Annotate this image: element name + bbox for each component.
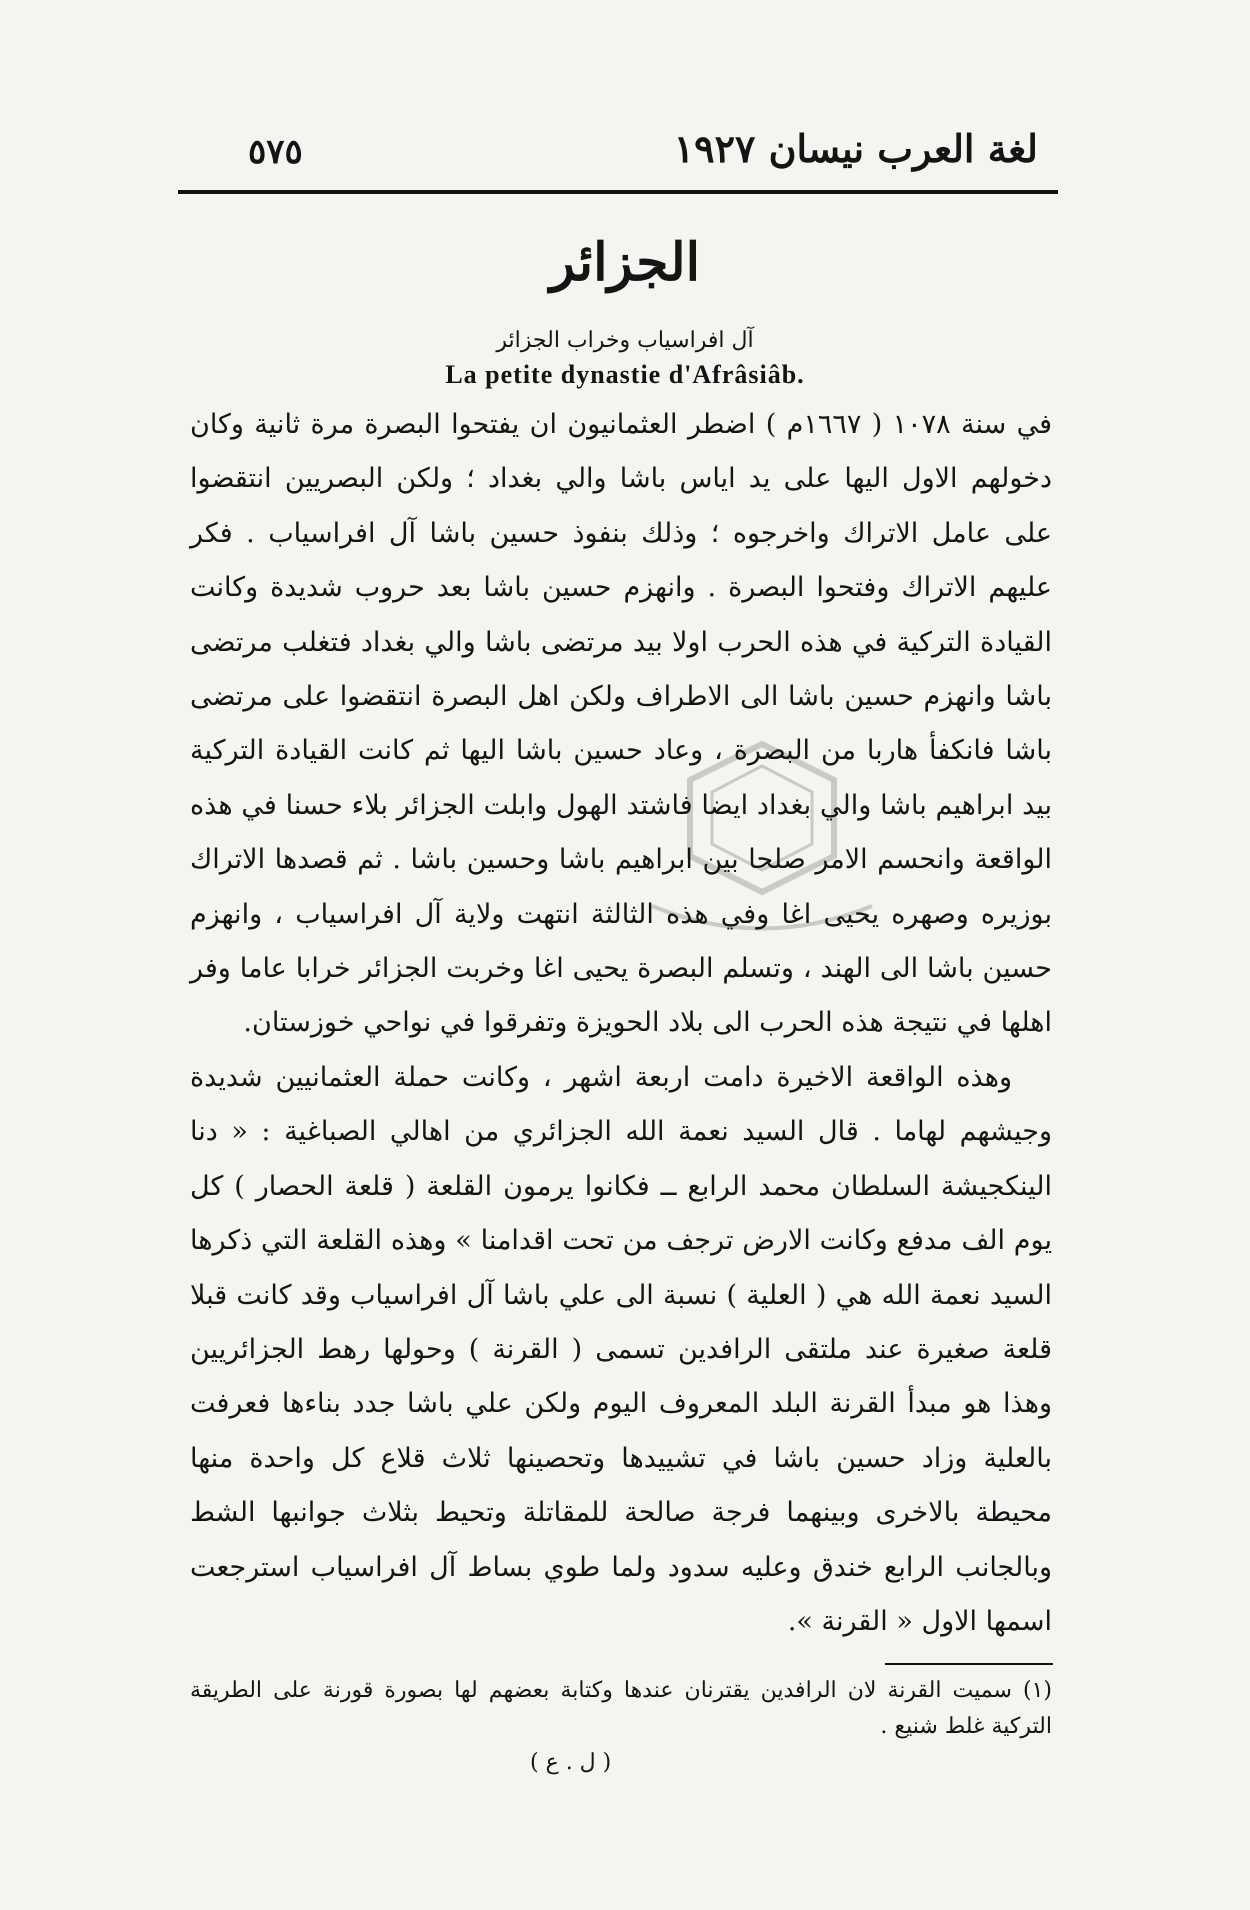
footnote-signature: ( ل . ع ) (530, 1750, 612, 1775)
article-body (190, 398, 1052, 1649)
body-paragraph: وهذه الواقعة الاخيرة دامت اربعة اشهر ، وكانت حملة العثمانيين شديدة وجيشهم لهاما . قال السيد نعمة الله الجزائري من اهالي الصباغية : « دنا الينكجيشة السلطان محمد الرابع ــ فكانوا يرمون القلعة ( قلعة الحصار ) كل يوم الف مدفع وكانت الارض ترجف من تحت اقدامنا » وهذه القلعة التي ذكرها السيد نعمة الله هي ( العلية ) نسبة الى علي باشا آل افراسياب وقد كانت قبلا قلعة صغيرة عند ملتقى الرافدين تسمى ( القرنة ) وحولها رهط الجزائريين وهذا هو مبدأ القرنة البلد المعروف اليوم ولكن علي باشا جدد بناءها فعرفت بالعلية وزاد حسين باشا في تشييدها وتحصينها ثلاث قلاع كل واحدة منها محيطة بالاخرى وبينهما فرجة صالحة للمقاتلة وتحيط بثلاث جوانبها الشط وبالجانب الرابع خندق وعليه سدود ولما طوي بساط آل افراسياب استرجعت اسمها الاول « القرنة ». (190, 1061, 1052, 1637)
article-subtitle-french: La petite dynastie d'Afrâsiâb. (445, 360, 805, 389)
header-rule (178, 190, 1058, 194)
footnote (190, 1673, 1052, 1781)
running-title: لغة العرب نيسان ١٩٢٧ (673, 126, 1038, 171)
page-number: ٥٧٥ (248, 132, 303, 172)
article-title: الجزائر (549, 232, 701, 293)
body-paragraph: في سنة ١٠٧٨ ( ١٦٦٧م ) اضطر العثمانيون ان يفتحوا البصرة مرة ثانية وكان دخولهم الاول اليها على يد اياس باشا والي بغداد ؛ ولكن البصريين انتقضوا على عامل الاتراك واخرجوه ؛ وذلك بنفوذ حسين باشا آل افراسياب . فكر عليهم الاتراك وفتحوا البصرة . وانهزم حسين باشا بعد حروب شديدة وكانت القيادة التركية في هذه الحرب اولا بيد مرتضى باشا والي بغداد فتغلب مرتضى باشا وانهزم حسين باشا الى الاطراف ولكن اهل البصرة انتقضوا على مرتضى باشا فانكفأ هاربا من البصرة ، وعاد حسين باشا اليها ثم كانت القيادة التركية بيد ابراهيم باشا والي بغداد ايضا فاشتد الهول وابلت الجزائر بلاء حسنا في هذه الواقعة وانحسم الامر صلحا بين ابراهيم باشا وحسين باشا . ثم قصدها الاتراك بوزيره وصهره يحيى اغا وفي هذه الثالثة انتهت ولاية آل افراسياب ، وانهزم حسين باشا الى الهند ، وتسلم البصرة يحيى اغا وخربت الجزائر خرابا عاما وفر اهلها في نتيجة هذه الحرب الى بلاد الحويزة وتفرقوا في نواحي خوزستان. (190, 409, 1053, 1039)
footnote-rule (885, 1663, 1053, 1665)
page-header (178, 118, 1058, 178)
article-subtitle-arabic: آل افراسياب وخراب الجزائر (496, 328, 754, 353)
footnote-text: (١) سميت القرنة لان الرافدين يقترنان عندها وكتابة بعضهم لها بصورة قورنة على الطريقة التركية غلط شنيع . (190, 1678, 1052, 1739)
